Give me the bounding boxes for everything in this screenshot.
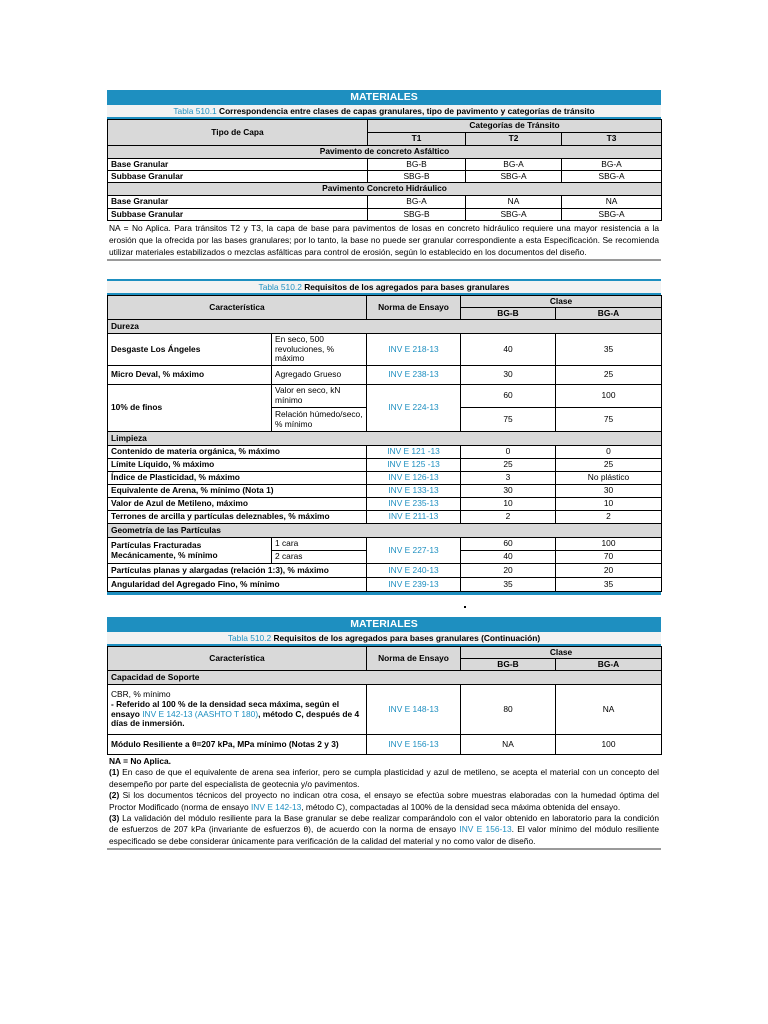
table-row [108, 564, 662, 578]
materiales-banner: MATERIALES [107, 90, 661, 104]
col-header-bga: BG-A [556, 308, 662, 320]
cell-bga: 2 [556, 511, 662, 524]
col-header-caracteristica: Característica [108, 647, 367, 671]
row-label: Subbase Granular [108, 171, 368, 183]
norma-link[interactable]: INV E 126-13 [367, 472, 461, 485]
note-2 [109, 790, 659, 813]
table-row [108, 735, 662, 755]
norma-link[interactable]: INV E 235-13 [367, 498, 461, 511]
row-label: Angularidad del Agregado Fino, % mínimo [108, 578, 367, 592]
table-510-2-grid [107, 295, 662, 592]
note-3 [109, 813, 659, 847]
group-limpieza: Limpieza [108, 432, 662, 446]
table-title: Correspondencia entre clases de capas granulares, tipo de pavimento y categorías de tránsito [219, 106, 595, 116]
table-number: Tabla 510.1 [173, 106, 217, 116]
table-row [108, 159, 662, 171]
cell-bga: 35 [556, 578, 662, 592]
section-hidraulico: Pavimento Concreto Hidráulico [108, 183, 662, 196]
row-label: Contenido de materia orgánica, % máximo [108, 446, 367, 459]
norma-link[interactable]: INV E 240-13 [367, 564, 461, 578]
cell-bga: 70 [556, 551, 662, 564]
cell-bga: NA [556, 685, 662, 735]
row-label: Base Granular [108, 196, 368, 209]
table-title: Requisitos de los agregados para bases granulares (Continuación) [273, 633, 541, 643]
table-notes [107, 755, 661, 850]
row-label: Desgaste Los Ángeles [108, 334, 272, 366]
table-row [108, 366, 662, 385]
table-bottom-rule [107, 592, 661, 595]
row-condition: 1 cara [272, 538, 367, 551]
row-label: Módulo Resiliente a θ=207 kPa, MPa mínimo (Notas 2 y 3) [108, 735, 367, 755]
section-asfaltico: Pavimento de concreto Asfáltico [108, 146, 662, 159]
cbr-title: CBR, % mínimo [111, 689, 171, 700]
cell-t1: BG-B [368, 159, 466, 171]
col-header-t2: T2 [466, 133, 562, 146]
row-label: 10% de finos [108, 385, 272, 432]
table-row [108, 171, 662, 183]
table-row [108, 485, 662, 498]
table-510-2-continuacion [107, 617, 661, 850]
cell-bgb: 80 [461, 685, 556, 735]
col-header-bgb: BG-B [461, 659, 556, 671]
note-text: La validación del módulo resiliente para la Base granular se debe realizar comparándolo con el valor obtenido en laboratorio para la condición de esfuerzos de 207 kPa (invariante de esfuerzos θ), de acuerdo con la norma de ensayo [109, 813, 659, 835]
table-row [108, 578, 662, 592]
row-label: Partículas planas y alargadas (relación 1:3), % máximo [108, 564, 367, 578]
col-header-clase: Clase [461, 647, 662, 659]
row-condition: Valor en seco, kN mínimo [272, 385, 367, 408]
note-number: (3) [109, 813, 120, 824]
row-label: Equivalente de Arena, % mínimo (Nota 1) [108, 485, 367, 498]
cell-bgb: 60 [461, 538, 556, 551]
row-label: Subbase Granular [108, 209, 368, 221]
cell-bga: 75 [556, 408, 662, 432]
table-row [108, 511, 662, 524]
table-510-2-cont-grid [107, 646, 662, 755]
row-label: Base Granular [108, 159, 368, 171]
col-header-tipo: Tipo de Capa [108, 120, 368, 146]
col-header-clase: Clase [461, 296, 662, 308]
norma-link[interactable]: INV E 133-13 [367, 485, 461, 498]
row-label: Índice de Plasticidad, % máximo [108, 472, 367, 485]
cell-bga: 100 [556, 735, 662, 755]
table-510-1 [107, 90, 661, 261]
table-caption [107, 104, 661, 119]
cell-t3: BG-A [562, 159, 662, 171]
materiales-banner: MATERIALES [107, 617, 661, 631]
col-header-caracteristica: Característica [108, 296, 367, 320]
cell-t2: BG-A [466, 159, 562, 171]
table-row [108, 472, 662, 485]
table-note: NA = No Aplica. Para tránsitos T2 y T3, la capa de base para pavimentos de losas en concreto hidráulico requiere una mayor resistencia a la erosión que la ofrecida por las bases granulares; por lo tanto, la base no puede ser granular correspondiente a esta Especificación. Se recomienda utilizar materiales estabilizados o mezclas asfálticas para control de erosión, según lo establecido en los documentos del diseño. [107, 221, 661, 261]
cell-bga: 30 [556, 485, 662, 498]
col-header-categorias: Categorías de Tránsito [368, 120, 662, 133]
cbr-desc: - Referido al 100 % de la densidad seca máxima, según el ensayo [111, 698, 340, 719]
norma-link[interactable]: INV E 227-13 [367, 538, 461, 564]
norma-link[interactable]: INV E 238-13 [367, 366, 461, 385]
cell-t1: BG-A [368, 196, 466, 209]
cell-t3: SBG-A [562, 171, 662, 183]
table-row [108, 446, 662, 459]
row-label: Límite Líquido, % máximo [108, 459, 367, 472]
cell-t1: SBG-B [368, 171, 466, 183]
group-dureza: Dureza [108, 320, 662, 334]
cell-bgb: 35 [461, 578, 556, 592]
cell-bgb: 60 [461, 385, 556, 408]
table-510-1-grid [107, 119, 662, 221]
table-caption [107, 631, 661, 646]
norma-link[interactable]: INV E 224-13 [367, 385, 461, 432]
cell-t1: SBG-B [368, 209, 466, 221]
group-soporte: Capacidad de Soporte [108, 671, 662, 685]
cell-bga: No plástico [556, 472, 662, 485]
table-row [108, 459, 662, 472]
table-row [108, 196, 662, 209]
cell-bgb: 75 [461, 408, 556, 432]
norma-link[interactable]: INV E 121 -13 [367, 446, 461, 459]
norma-link[interactable]: INV E 211-13 [367, 511, 461, 524]
norma-link[interactable]: INV E 156-13 [459, 824, 512, 835]
table-number: Tabla 510.2 [258, 282, 302, 292]
norma-link[interactable]: INV E 142-13 [250, 801, 302, 812]
row-condition: Agregado Grueso [272, 366, 367, 385]
norma-link[interactable]: INV E 239-13 [367, 578, 461, 592]
cell-bga: 100 [556, 538, 662, 551]
col-header-bga: BG-A [556, 659, 662, 671]
cbr-desc-end: , método C, después de 4 días de inmersión. [111, 708, 360, 729]
table-caption [107, 279, 661, 295]
cell-bga: 10 [556, 498, 662, 511]
norma-link[interactable]: INV E 148-13 [367, 685, 461, 735]
table-row [108, 498, 662, 511]
note-text: Si los documentos técnicos del proyecto no indican otra cosa, el ensayo se efectúa sobre muestras elaboradas con la humedad óptima del Proctor Modificado (norma de ensayo [109, 790, 659, 812]
table-number: Tabla 510.2 [227, 633, 272, 643]
cell-bgb: 40 [461, 334, 556, 366]
table-row [108, 385, 662, 408]
row-label: Terrones de arcilla y partículas deleznables, % máximo [108, 511, 367, 524]
cell-bga: 20 [556, 564, 662, 578]
table-row [108, 334, 662, 366]
col-header-t1: T1 [368, 133, 466, 146]
col-header-bgb: BG-B [461, 308, 556, 320]
table-row [108, 209, 662, 221]
cell-bgb: NA [461, 735, 556, 755]
note-na: NA = No Aplica. [109, 756, 171, 766]
row-condition: Relación húmedo/seco, % mínimo [272, 408, 367, 432]
table-title: Requisitos de los agregados para bases granulares [304, 282, 510, 292]
cell-bga: 100 [556, 385, 662, 408]
cell-bga: 25 [556, 366, 662, 385]
note-text-end: , método C), compactadas al 100% de la densidad seca máxima obtenida del ensayo. [301, 801, 621, 812]
cell-t2: SBG-A [466, 209, 562, 221]
cell-bga: 0 [556, 446, 662, 459]
cell-bgb: 40 [461, 551, 556, 564]
cell-bgb: 30 [461, 366, 556, 385]
note-number: (2) [109, 790, 120, 801]
row-condition: 2 caras [272, 551, 367, 564]
row-label: Valor de Azul de Metileno, máximo [108, 498, 367, 511]
note-number: (1) [109, 767, 120, 778]
cell-t3: NA [562, 196, 662, 209]
note-text: En caso de que el equivalente de arena sea inferior, pero se cumpla plasticidad y azul de metileno, se acepta el material con un concepto del desempeño por parte del especialista de geotecnia y/o pavimentos. [109, 767, 659, 789]
row-label: Partículas Fracturadas Mecánicamente, % mínimo [108, 538, 272, 564]
col-header-norma: Norma de Ensayo [367, 647, 461, 671]
cell-t3: SBG-A [562, 209, 662, 221]
row-label: Micro Deval, % máximo [108, 366, 272, 385]
cell-bgb: 25 [461, 459, 556, 472]
cell-bgb: 3 [461, 472, 556, 485]
row-condition: En seco, 500 revoluciones, % máximo [272, 334, 367, 366]
norma-link[interactable]: INV E 142-13 (AASHTO T 180) [142, 708, 259, 719]
cell-t2: SBG-A [466, 171, 562, 183]
cell-bgb: 10 [461, 498, 556, 511]
col-header-t3: T3 [562, 133, 662, 146]
norma-link[interactable]: INV E 156-13 [367, 735, 461, 755]
cell-bga: 25 [556, 459, 662, 472]
col-header-norma: Norma de Ensayo [367, 296, 461, 320]
row-label-cbr [108, 685, 367, 735]
table-row [108, 685, 662, 735]
group-geometria: Geometría de las Partículas [108, 524, 662, 538]
cell-bgb: 30 [461, 485, 556, 498]
norma-link[interactable]: INV E 218-13 [367, 334, 461, 366]
table-510-2 [107, 279, 661, 595]
cell-bga: 35 [556, 334, 662, 366]
cell-bgb: 2 [461, 511, 556, 524]
cell-bgb: 0 [461, 446, 556, 459]
note-1 [109, 767, 659, 790]
note-text-end: . El valor mínimo del módulo resiliente especificado se debe considerar únicamente para verificación de la calidad del material y no como valor de diseño. [109, 824, 659, 846]
cell-t2: NA [466, 196, 562, 209]
cell-bgb: 20 [461, 564, 556, 578]
norma-link[interactable]: INV E 125 -13 [367, 459, 461, 472]
table-row [108, 538, 662, 551]
stray-mark [464, 606, 466, 608]
